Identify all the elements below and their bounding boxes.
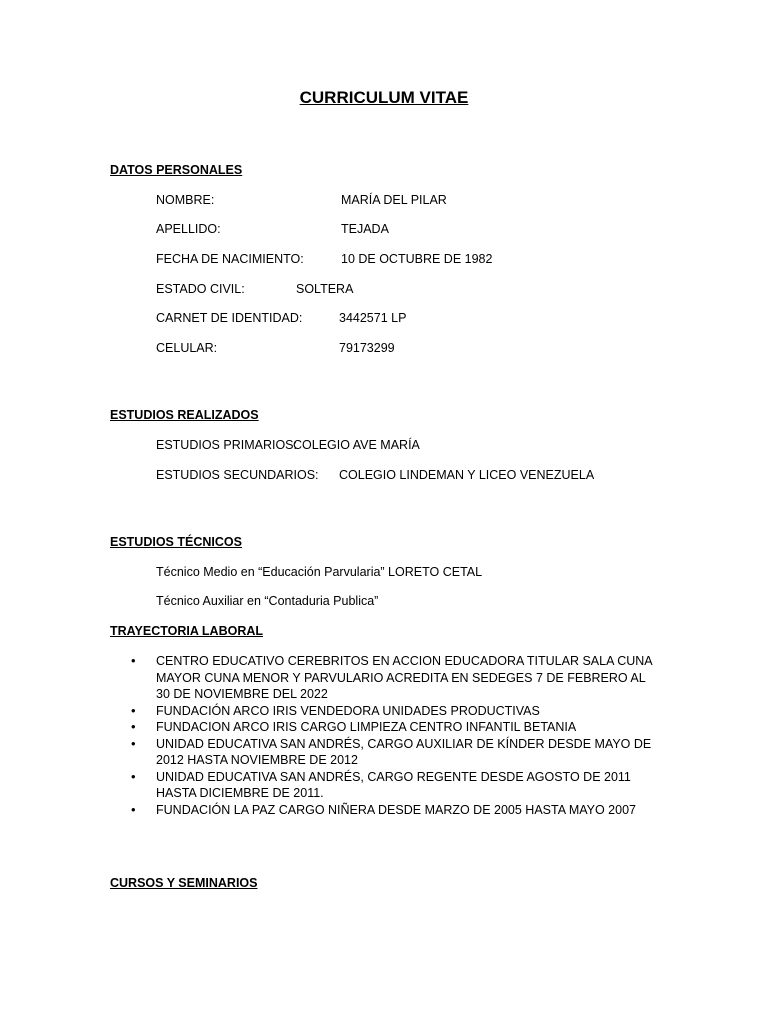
list-item	[130, 769, 660, 802]
technical-study-item: Técnico Auxiliar en “Contaduria Publica”	[156, 594, 379, 608]
label-estado-civil: ESTADO CIVIL:	[156, 282, 245, 296]
career-item-text: CENTRO EDUCATIVO CEREBRITOS EN ACCION EDUCADORA TITULAR SALA CUNA MAYOR CUNA MENOR Y PARVULARIO ACREDITA EN SEDEGES 7 DE FEBRERO AL 30 DE NOVIEMBRE DEL 2022	[156, 654, 652, 701]
career-item-text: FUNDACION ARCO IRIS CARGO LIMPIEZA CENTRO INFANTIL BETANIA	[156, 720, 577, 734]
heading-personal-data: DATOS PERSONALES	[110, 163, 243, 177]
label-fecha-nacimiento: FECHA DE NACIMIENTO:	[156, 252, 304, 266]
bullet-icon: •	[131, 719, 136, 734]
career-list	[130, 653, 660, 818]
value-apellido: TEJADA	[341, 222, 389, 236]
bullet-icon: •	[131, 735, 136, 751]
value-secondary-studies: COLEGIO LINDEMAN Y LICEO VENEZUELA	[339, 468, 595, 482]
bullet-icon: •	[131, 801, 136, 817]
heading-technical-studies: ESTUDIOS TÉCNICOS	[110, 535, 242, 549]
value-carnet: 3442571 LP	[339, 311, 407, 325]
label-carnet: CARNET DE IDENTIDAD:	[156, 311, 303, 325]
list-item	[130, 703, 660, 720]
label-celular: CELULAR:	[156, 341, 218, 355]
technical-study-item: Técnico Medio en “Educación Parvularia” LORETO CETAL	[156, 565, 483, 579]
heading-courses: CURSOS Y SEMINARIOS	[110, 876, 258, 890]
bullet-icon: •	[131, 768, 136, 784]
list-item	[130, 653, 660, 703]
value-primary-studies: COLEGIO AVE MARÍA	[293, 438, 420, 452]
value-estado-civil: SOLTERA	[296, 282, 354, 296]
label-nombre: NOMBRE:	[156, 193, 215, 207]
career-item-text: UNIDAD EDUCATIVA SAN ANDRÉS, CARGO AUXILIAR DE KÍNDER DESDE MAYO DE 2012 HASTA NOVIEMBRE DE 2012	[156, 736, 652, 767]
list-item	[130, 719, 660, 736]
career-item-text: UNIDAD EDUCATIVA SAN ANDRÉS, CARGO REGENTE DESDE AGOSTO DE 2011 HASTA DICIEMBRE DE 2011.	[156, 769, 631, 800]
document-title: CURRICULUM VITAE	[299, 88, 469, 107]
bullet-icon: •	[131, 702, 136, 718]
heading-career: TRAYECTORIA LABORAL	[110, 624, 264, 638]
bullet-icon: •	[131, 653, 136, 668]
value-fecha-nacimiento: 10 DE OCTUBRE DE 1982	[341, 252, 493, 266]
value-nombre: MARÍA DEL PILAR	[341, 193, 447, 207]
label-apellido: APELLIDO:	[156, 222, 221, 236]
career-item-text: FUNDACIÓN LA PAZ CARGO NIÑERA DESDE MARZO DE 2005 HASTA MAYO 2007	[156, 802, 636, 817]
label-primary-studies: ESTUDIOS PRIMARIOS:	[156, 438, 297, 452]
list-item	[130, 802, 660, 819]
heading-studies: ESTUDIOS REALIZADOS	[110, 408, 259, 422]
label-secondary-studies: ESTUDIOS SECUNDARIOS:	[156, 468, 319, 482]
value-celular: 79173299	[339, 341, 395, 355]
list-item	[130, 736, 660, 769]
career-item-text: FUNDACIÓN ARCO IRIS VENDEDORA UNIDADES PRODUCTIVAS	[156, 703, 540, 718]
